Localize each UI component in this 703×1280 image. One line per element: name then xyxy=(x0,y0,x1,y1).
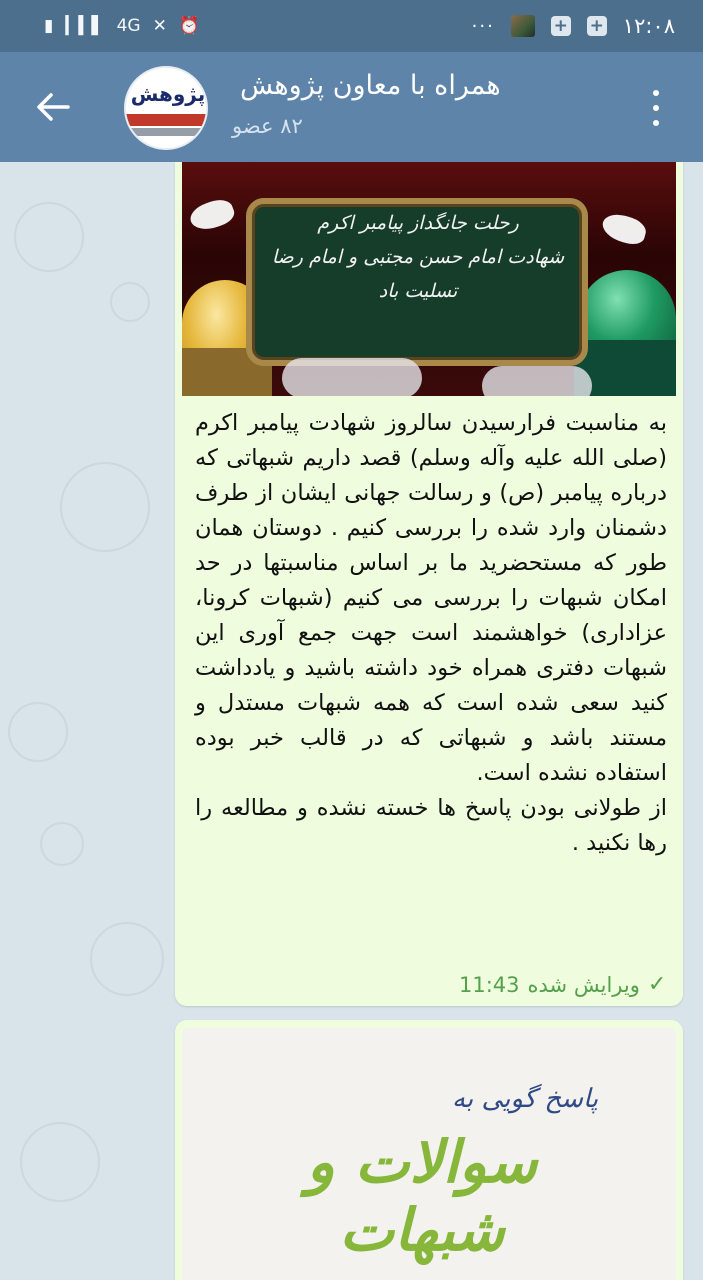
condolence-banner-image[interactable] xyxy=(182,162,676,396)
background-doodle-icon xyxy=(20,1122,100,1202)
background-doodle-icon xyxy=(60,462,150,552)
answers-image[interactable] xyxy=(182,1028,676,1280)
cloud-graphic xyxy=(282,358,422,396)
more-notifications-icon: ··· xyxy=(471,15,495,37)
plus-notification-icon-2: + xyxy=(587,16,607,36)
avatar-red-band xyxy=(126,114,206,126)
background-doodle-icon xyxy=(90,922,164,996)
app-thumbnail-icon xyxy=(511,15,535,37)
image-caption-large: سوالات و شبهات xyxy=(306,1128,538,1264)
network-type-label: 4G xyxy=(116,16,141,36)
menu-dot-icon xyxy=(653,105,659,111)
message-time: 11:43 xyxy=(459,972,520,997)
dove-icon xyxy=(599,211,648,248)
check-icon: ✓ xyxy=(647,972,667,997)
message-meta xyxy=(459,972,666,997)
back-button[interactable] xyxy=(28,82,78,132)
arrow-left-icon xyxy=(36,92,70,122)
dove-icon xyxy=(187,195,237,234)
battery-charging-icon: ▮ xyxy=(44,16,54,36)
cloud-graphic xyxy=(482,366,592,396)
mute-icon: ✕ xyxy=(152,16,167,36)
chat-area[interactable] xyxy=(0,162,703,1280)
alarm-icon: ⏰ xyxy=(178,16,201,36)
status-bar xyxy=(0,0,703,52)
status-notifications xyxy=(472,14,675,38)
image-caption-small: پاسخ گویی به xyxy=(452,1084,599,1114)
message-text: به مناسبت فرارسیدن سالروز شهادت پیامبر اکرم (صلی الله علیه وآله وسلم) قصد داریم شبهاتی که درباره پیامبر (ص) و رسالت جهانی ایشان از طرف دشمنان وارد شده را بررسی کنیم . دوستان همان طور که مستحضرید ما بر اساس مناسبتها در حد امکان شبهات را بررسی می کنیم (شبهات کرونا، عزاداری) خواهشمند است جهت جمع آوری این شبهات دفتری همراه خود داشته باشید و یادداشت کنید سعی شده است که همه شبهات مستدل و مستند باشد و شبهاتی که در قالب خبر بوده استفاده نشده است. از طولانی بودن پاسخ ها خسته نشده و مطالعه را رها نکنید . xyxy=(195,410,667,856)
message-bubble[interactable] xyxy=(175,162,683,1006)
channel-avatar[interactable] xyxy=(124,66,208,150)
chat-title[interactable]: همراه با معاون پژوهش xyxy=(240,70,501,101)
plus-notification-icon: + xyxy=(551,16,571,36)
avatar-dark-band xyxy=(126,128,206,136)
signal-icon: ▎▍▌ xyxy=(65,16,105,36)
status-clock: ۱۲:۰۸ xyxy=(622,14,675,38)
background-doodle-icon xyxy=(40,822,84,866)
status-indicators xyxy=(44,16,200,36)
background-doodle-icon xyxy=(110,282,150,322)
background-doodle-icon xyxy=(14,202,84,272)
edited-label: ویرایش شده xyxy=(527,972,640,997)
chat-header xyxy=(0,52,703,162)
member-count: ۸۲ عضو xyxy=(232,114,303,138)
avatar-logo-text: پژوهش xyxy=(130,82,206,106)
background-doodle-icon xyxy=(8,702,68,762)
menu-dot-icon xyxy=(653,90,659,96)
message-bubble[interactable] xyxy=(175,1020,683,1280)
more-options-button[interactable] xyxy=(640,86,672,130)
banner-calligraphy: رحلت جانگداز پیامبر اکرم شهادت امام حسن مجتبی و امام رضا تسلیت باد xyxy=(271,212,565,302)
menu-dot-icon xyxy=(653,120,659,126)
